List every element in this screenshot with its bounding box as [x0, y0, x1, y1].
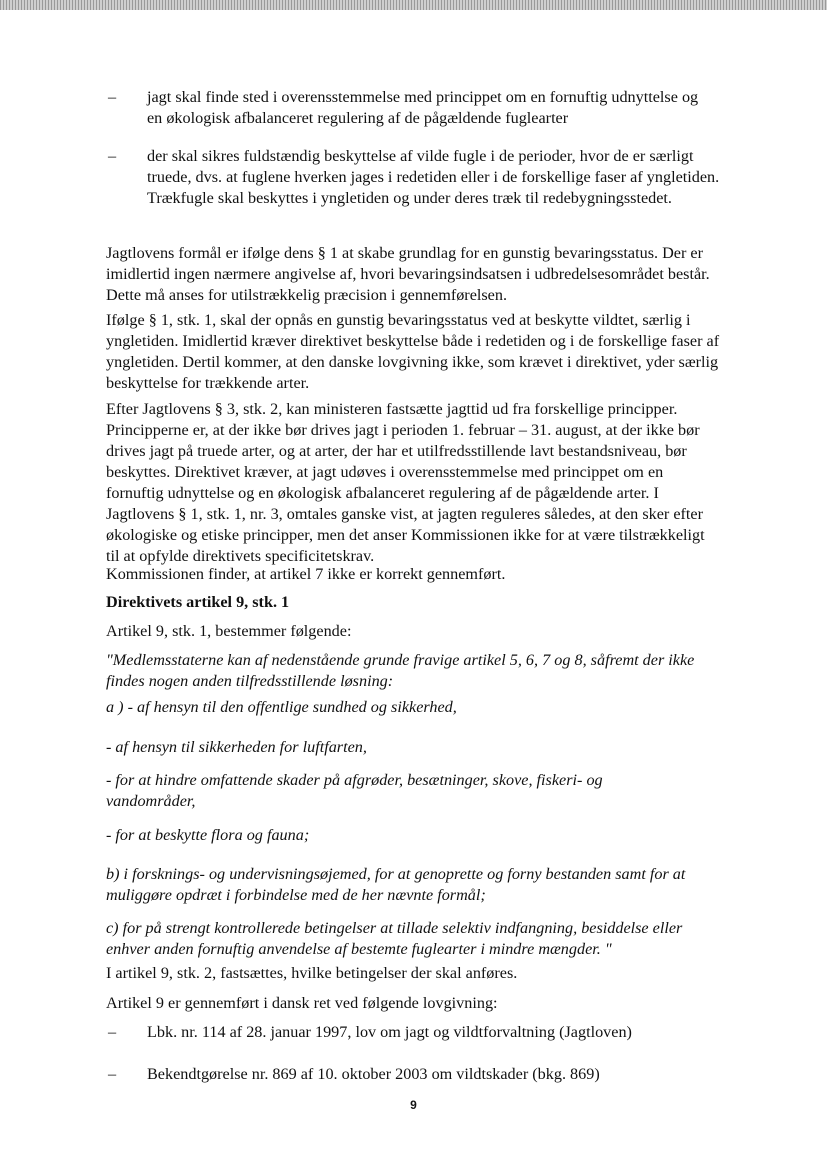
paragraph: I artikel 9, stk. 2, fastsættes, hvilke betingelser der skal anføres.	[106, 964, 518, 982]
paragraph: Artikel 9, stk. 1, bestemmer følgende:	[106, 622, 352, 640]
bullet-dash: –	[108, 1023, 117, 1041]
bullet-dash: –	[108, 147, 117, 165]
quote-item: b) i forsknings- og undervisningsøjemed, for at genoprette og forny bestanden samt for at muliggøre opdræt i forbindelse med de her nævnte formål;	[106, 865, 686, 904]
quote-item: - for at hindre omfattende skader på afgrøder, besætninger, skove, fiskeri- og vandområder,	[106, 771, 603, 810]
section-heading: Direktivets artikel 9, stk. 1	[106, 593, 290, 611]
quote-opening: "Medlemsstaterne kan af nedenstående grunde fravige artikel 5, 6, 7 og 8, såfremt der ikke findes nogen anden tilfredsstillende løsning:	[106, 651, 695, 690]
bullet-item: der skal sikres fuldstændig beskyttelse af vilde fugle i de perioder, hvor de er særligt truede, dvs. at fuglene hverken jages i redetiden eller i de forskellige faser af yngletiden. Trækfugle skal beskyttes i yngletiden og under deres træk til redebygningsstedet.	[147, 147, 720, 207]
paragraph: Artikel 9 er gennemført i dansk ret ved følgende lovgivning:	[106, 994, 498, 1012]
page-number: 9	[410, 1098, 417, 1112]
paragraph: Efter Jagtlovens § 3, stk. 2, kan ministeren fastsætte jagttid ud fra forskellige principper. Principperne er, at der ikke bør drives jagt i perioden 1. februar – 31. august, at der ikke bør drives jagt på truede arter, og at arter, der har et utilfredsstillende lavt bestandsniveau, bør beskyttes. Direktivet kræver, at jagt udøves i overensstemmelse med princippet om en fornuftig udnyttelse og en økologisk afbalanceret regulering af de pågældende arter. I Jagtlovens § 1, stk. 1, nr. 3, omtales ganske vist, at jagten reguleres således, at den sker efter økologiske og etiske principper, men det anser Kommissionen ikke for at være tilstrækkeligt til at opfylde direktivets specificitetskrav.	[106, 400, 705, 565]
quote-item: c) for på strengt kontrollerede betingelser at tillade selektiv indfangning, besiddelse eller enhver anden fornuftig anvendelse af bestemte fuglearter i mindre mængder. "	[106, 919, 683, 958]
bullet-item: Bekendtgørelse nr. 869 af 10. oktober 2003 om vildtskader (bkg. 869)	[147, 1065, 600, 1083]
quote-item: a ) - af hensyn til den offentlige sundhed og sikkerhed,	[106, 698, 457, 716]
quote-item: - for at beskytte flora og fauna;	[106, 826, 310, 844]
bullet-item: jagt skal finde sted i overensstemmelse med princippet om en fornuftig udnyttelse og en økologisk afbalanceret regulering af de pågældende fuglearter	[147, 88, 699, 127]
bullet-dash: –	[108, 88, 117, 106]
bullet-dash: –	[108, 1065, 117, 1083]
quote-item: - af hensyn til sikkerheden for luftfarten,	[106, 738, 367, 756]
bullet-item: Lbk. nr. 114 af 28. januar 1997, lov om jagt og vildtforvaltning (Jagtloven)	[147, 1023, 632, 1041]
paragraph: Kommissionen finder, at artikel 7 ikke er korrekt gennemført.	[106, 565, 506, 583]
paragraph: Jagtlovens formål er ifølge dens § 1 at skabe grundlag for en gunstig bevaringsstatus. Der er imidlertid ingen nærmere angivelse af, hvori bevaringsindsatsen i udbredelsesområdet består. Dette må anses for utilstrækkelig præcision i gennemførelsen.	[106, 244, 710, 304]
paragraph: Ifølge § 1, stk. 1, skal der opnås en gunstig bevaringsstatus ved at beskytte vildtet, særlig i yngletiden. Imidlertid kræver direktivet beskyttelse både i redetiden og i de forskellige faser af yngletiden. Dertil kommer, at den danske lovgivning ikke, som krævet i direktivet, yder særlig beskyttelse for trækkende arter.	[106, 311, 720, 392]
